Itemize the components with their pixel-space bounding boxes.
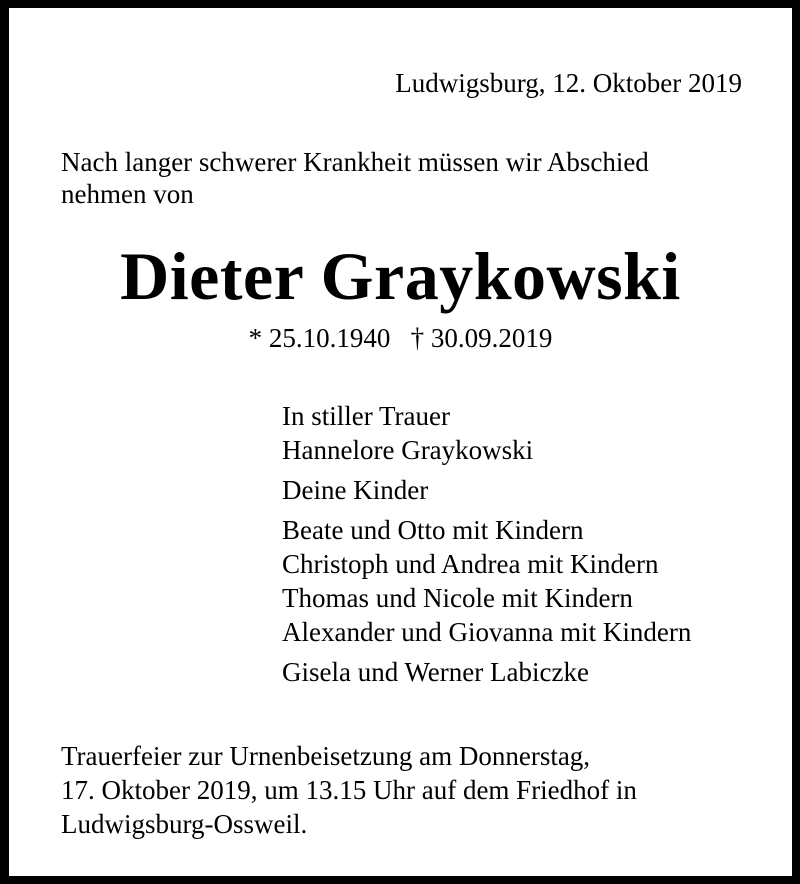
obituary-notice xyxy=(9,8,792,876)
family-line: Christoph und Andrea mit Kindern xyxy=(282,549,659,579)
death-date: † 30.09.2019 xyxy=(410,323,553,353)
spouse-name: Hannelore Graykowski xyxy=(282,435,534,465)
mourning-heading: In stiller Trauer xyxy=(282,401,450,431)
mourners-block xyxy=(282,399,691,689)
intro-line-2: nehmen von xyxy=(61,179,194,209)
place-date: Ludwigsburg, 12. Oktober 2019 xyxy=(395,68,742,98)
ceremony-line: 17. Oktober 2019, um 13.15 Uhr auf dem Friedhof in xyxy=(61,775,637,805)
ceremony-line: Ludwigsburg-Ossweil. xyxy=(61,809,308,839)
deceased-name: Dieter Graykowski xyxy=(120,238,681,314)
life-dates xyxy=(9,322,792,354)
ceremony-line: Trauerfeier zur Urnenbeisetzung am Donnerstag, xyxy=(61,741,591,771)
family-line: Thomas und Nicole mit Kindern xyxy=(282,583,633,613)
birth-date: * 25.10.1940 xyxy=(248,323,391,353)
intro-line-1: Nach langer schwerer Krankheit müssen wir Abschied xyxy=(61,147,649,177)
ceremony-info xyxy=(61,739,637,841)
children-label: Deine Kinder xyxy=(282,475,429,505)
family-line: Beate und Otto mit Kindern xyxy=(282,515,584,545)
family-line: Alexander und Giovanna mit Kindern xyxy=(282,617,692,647)
relatives-line: Gisela und Werner Labiczke xyxy=(282,657,589,687)
